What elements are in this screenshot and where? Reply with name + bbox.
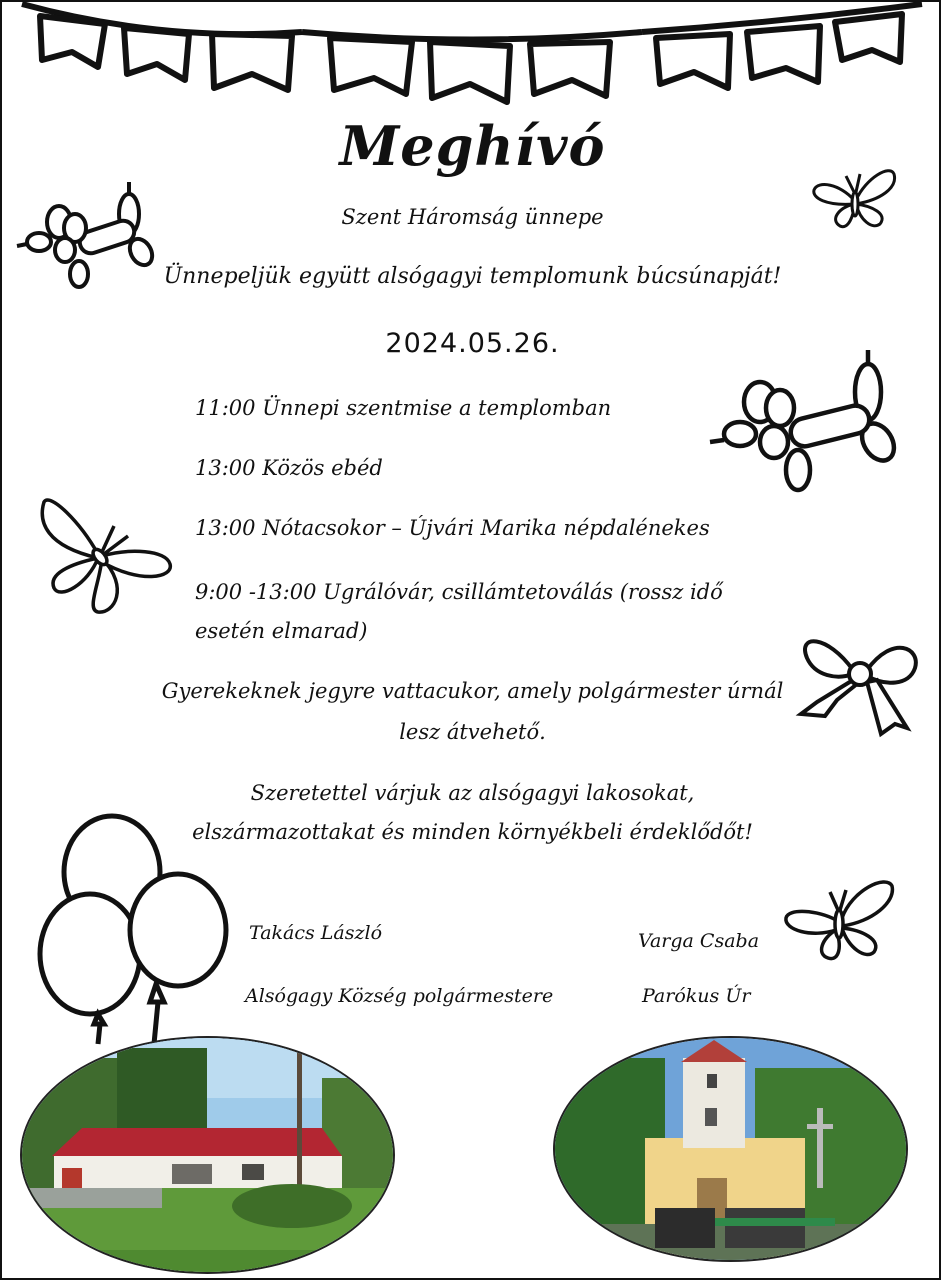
event-item-mass: 11:00 Ünnepi szentmise a templomban <box>195 396 612 420</box>
balloons-icon <box>32 812 232 1052</box>
balloon-dog-icon <box>17 182 157 292</box>
signature-right-title: Parókus Úr <box>642 985 751 1007</box>
signature-left-name: Takács László <box>249 922 383 944</box>
balloon-dog-icon <box>710 350 900 500</box>
butterfly-icon <box>40 492 175 617</box>
event-date: 2024.05.26. <box>385 328 560 359</box>
children-note-line-2: lesz átvehető. <box>399 720 546 744</box>
event-item-folk-songs: 13:00 Nótacsokor – Újvári Marika népdalénekes <box>195 516 710 540</box>
bow-icon <box>797 624 922 739</box>
event-item-bouncy-castle-note: esetén elmarad) <box>195 619 368 643</box>
church-illustration <box>555 1038 908 1262</box>
invitation-subtitle: Szent Háromság ünnepe <box>341 205 604 229</box>
event-item-bouncy-castle: 9:00 -13:00 Ugrálóvár, csillámtetoválás (rossz idő <box>195 580 723 604</box>
invitation-title: Meghívó <box>339 114 606 178</box>
invitation-headline: Ünnepeljük együtt alsógagyi templomunk búcsúnapját! <box>163 264 782 289</box>
welcome-line-2: elszármazottakat és minden környékbeli érdeklődőt! <box>192 820 753 844</box>
signature-right-name: Varga Csaba <box>638 930 760 952</box>
signature-left-title: Alsógagy Község polgármestere <box>245 985 554 1007</box>
butterfly-icon <box>810 164 900 234</box>
bunting-garland <box>2 2 941 112</box>
village-hall-illustration <box>22 1038 395 1274</box>
event-item-lunch: 13:00 Közös ebéd <box>195 456 383 480</box>
children-note-line-1: Gyerekeknek jegyre vattacukor, amely polgármester úrnál <box>161 679 784 703</box>
butterfly-icon <box>782 874 897 964</box>
church-photo <box>553 1036 908 1262</box>
village-hall-photo <box>20 1036 395 1274</box>
welcome-line-1: Szeretettel várjuk az alsógagyi lakosokat, <box>250 781 695 805</box>
